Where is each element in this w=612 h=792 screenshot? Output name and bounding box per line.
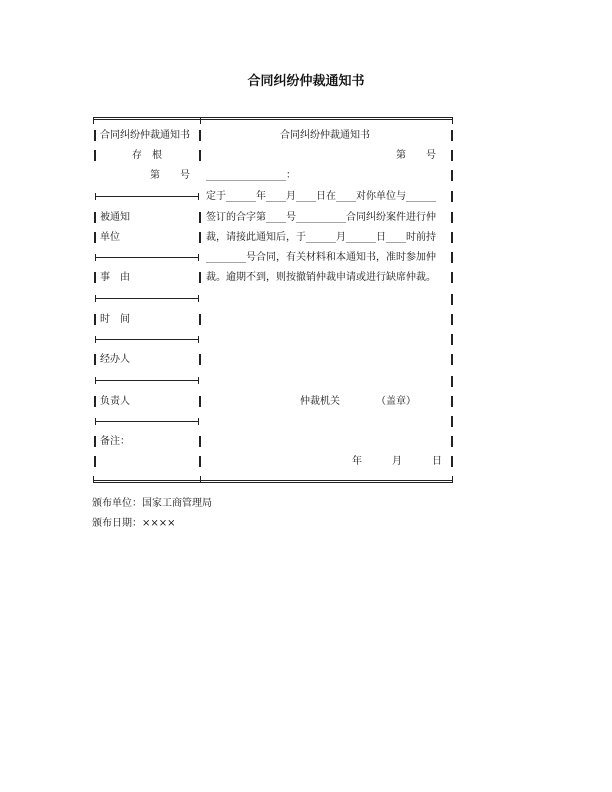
notice-header: 合同纠纷仲裁通知书 [280, 130, 370, 141]
stub-label-responsible: 负责人 [100, 396, 130, 407]
stub-number: 第 号 [150, 170, 190, 181]
stub-label-notified: 被通知 [100, 212, 130, 223]
notice-addressee: ________________： [206, 170, 296, 181]
stub-label-unit: 单位 [100, 232, 120, 243]
stub-label-time: 时 间 [100, 314, 130, 325]
stub-separator [95, 380, 199, 381]
stub-separator [95, 196, 199, 197]
stub-label-matter: 事 由 [100, 272, 130, 283]
notice-body-line: 裁。逾期不到，则按撤销仲裁申请或进行缺席仲裁。 [206, 272, 436, 283]
stub-header: 合同纠纷仲裁通知书 [100, 130, 190, 141]
stub-separator [95, 298, 199, 299]
footer-issue-date: 颁布日期：×××× [92, 518, 176, 529]
document-title: 合同纠纷仲裁通知书 [247, 74, 365, 89]
stub-label-remarks: 备注： [100, 436, 130, 447]
stub-separator [95, 257, 199, 258]
notice-body-line: 定于______年____月____日在____对你单位与______ [206, 191, 436, 202]
stub-cun-gen: 存 根 [132, 150, 162, 161]
notice-seal: （盖章） [376, 396, 416, 407]
stub-separator [95, 421, 199, 422]
notice-authority: 仲裁机关 [300, 396, 340, 407]
notice-body-line: 签订的合字第____号__________合同纠纷案件进行仲 [206, 212, 436, 223]
stub-label-handler: 经办人 [100, 354, 130, 365]
footer-issuer: 颁布单位：国家工商管理局 [92, 498, 212, 509]
stub-separator [95, 339, 199, 340]
notice-number: 第 号 [396, 150, 436, 161]
notice-date: 年 月 日 [352, 456, 442, 467]
notice-body-line: ________号合同，有关材料和本通知书，准时参加仲 [206, 252, 436, 263]
notice-body-line: 裁，请接此通知后，于______月______日____时前持 [206, 232, 436, 243]
